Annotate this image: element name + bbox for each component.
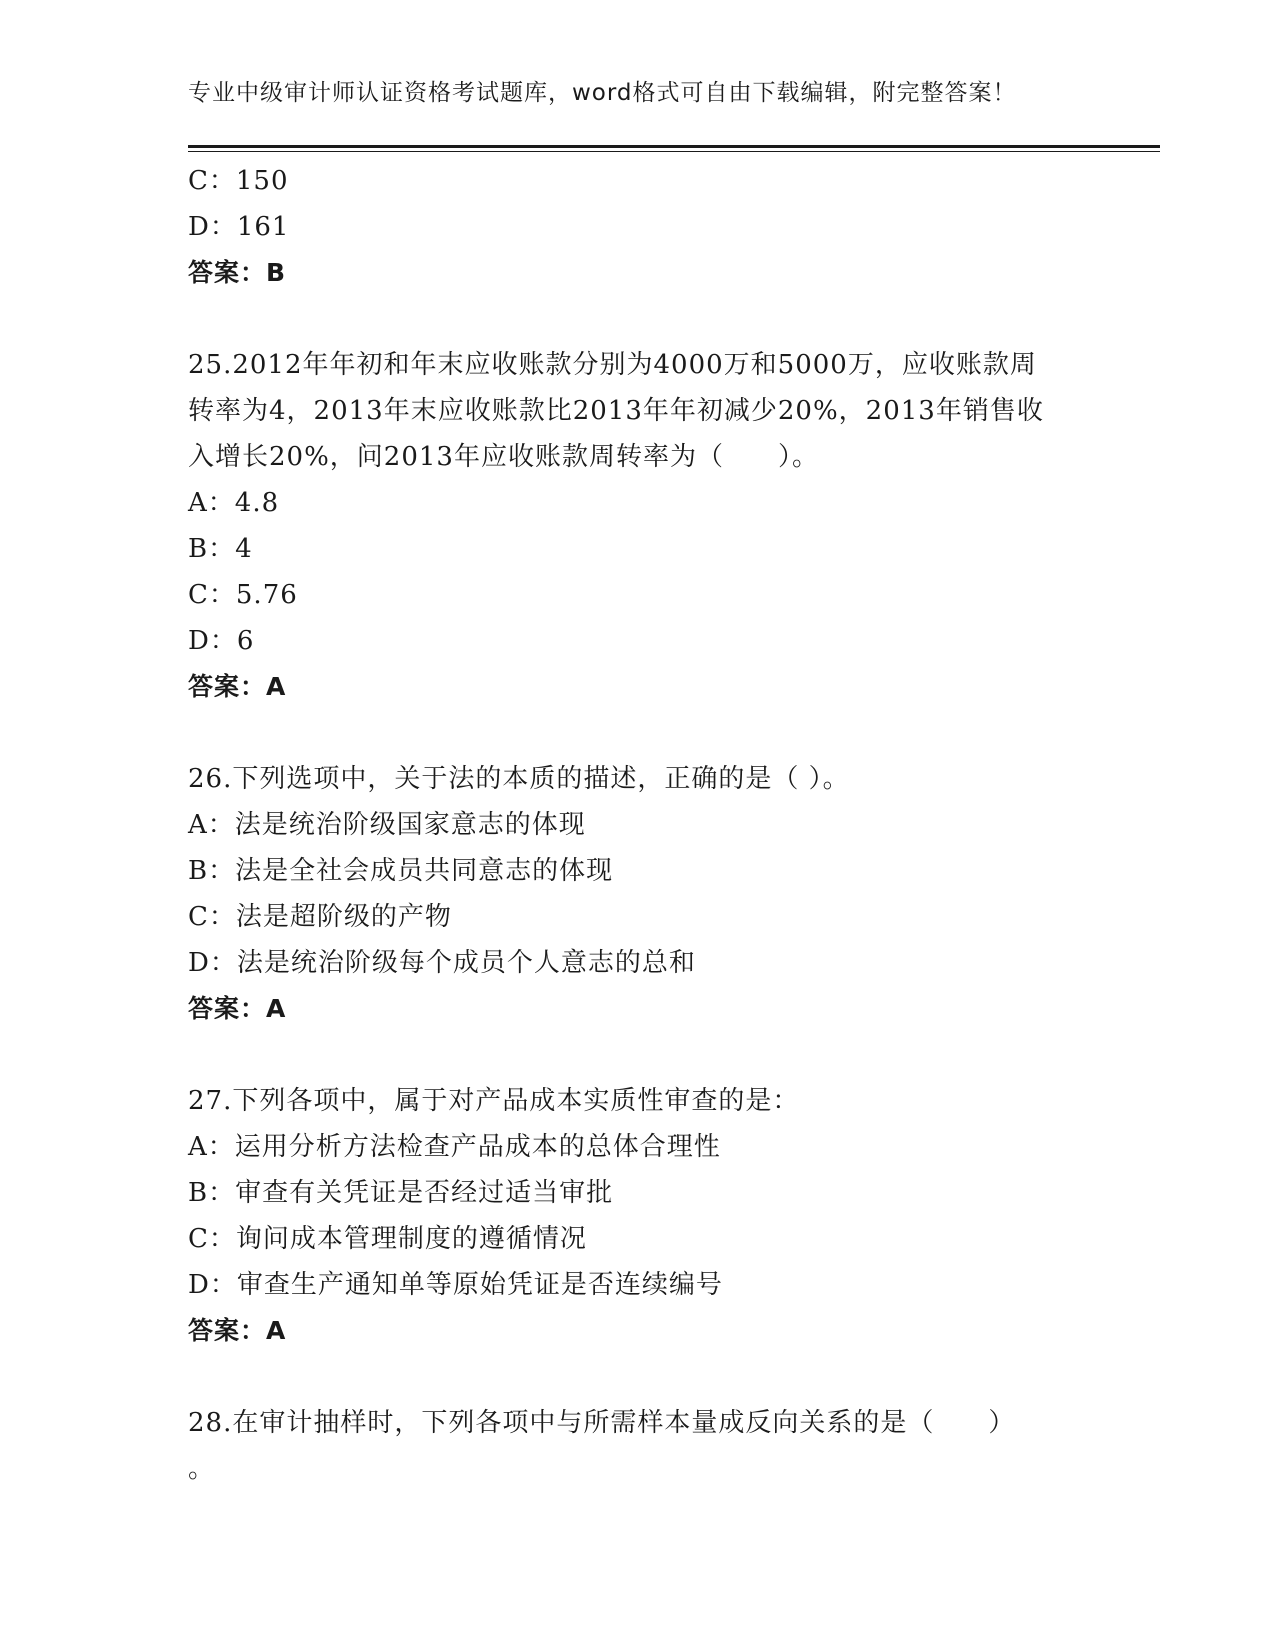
option-c: C：150 (188, 166, 289, 196)
question-stem-line: 转率为4，2013年末应收账款比2013年年初减少20%，2013年销售收 (188, 396, 1044, 426)
option-b: B：4 (188, 534, 253, 564)
option-c: C：法是超阶级的产物 (188, 902, 452, 932)
question-stem-line: 26.下列选项中，关于法的本质的描述，正确的是（ ）。 (188, 764, 850, 794)
question-list (188, 158, 1088, 1492)
option-c: C：询问成本管理制度的遵循情况 (188, 1224, 587, 1254)
header-divider (188, 145, 1160, 152)
option-d: D：161 (188, 212, 290, 242)
spacer (188, 1032, 1088, 1078)
answer-label: 答案：B (188, 258, 287, 287)
question-stem-line: 28.在审计抽样时，下列各项中与所需样本量成反向关系的是（ ） (188, 1408, 1016, 1438)
question-25 (188, 342, 1088, 710)
question-stem-line: 入增长20%，问2013年应收账款周转率为（ ）。 (188, 442, 819, 472)
spacer (188, 296, 1088, 342)
answer-label: 答案：A (188, 672, 287, 701)
option-b: B：审查有关凭证是否经过适当审批 (188, 1178, 614, 1208)
question-28 (188, 1400, 1088, 1492)
answer-label: 答案：A (188, 994, 287, 1023)
question-stem-line: 27.下列各项中，属于对产品成本实质性审查的是： (188, 1086, 800, 1116)
question-stem-line: 25.2012年年初和年末应收账款分别为4000万和5000万，应收账款周 (188, 350, 1037, 380)
question-stem-line: 。 (188, 1454, 216, 1484)
option-b: B：法是全社会成员共同意志的体现 (188, 856, 614, 886)
page-header: 专业中级审计师认证资格考试题库，word格式可自由下载编辑，附完整答案！ (188, 80, 1017, 106)
spacer (188, 710, 1088, 756)
option-a: A：运用分析方法检查产品成本的总体合理性 (188, 1132, 721, 1162)
question-27 (188, 1078, 1088, 1354)
option-c: C：5.76 (188, 580, 298, 610)
option-d: D：6 (188, 626, 255, 656)
option-a: A：法是统治阶级国家意志的体现 (188, 810, 586, 840)
answer-label: 答案：A (188, 1316, 287, 1345)
option-a: A：4.8 (188, 488, 280, 518)
option-d: D：审查生产通知单等原始凭证是否连续编号 (188, 1270, 723, 1300)
question-26 (188, 756, 1088, 1032)
option-d: D：法是统治阶级每个成员个人意志的总和 (188, 948, 696, 978)
question-continuation (188, 158, 1088, 296)
spacer (188, 1354, 1088, 1400)
